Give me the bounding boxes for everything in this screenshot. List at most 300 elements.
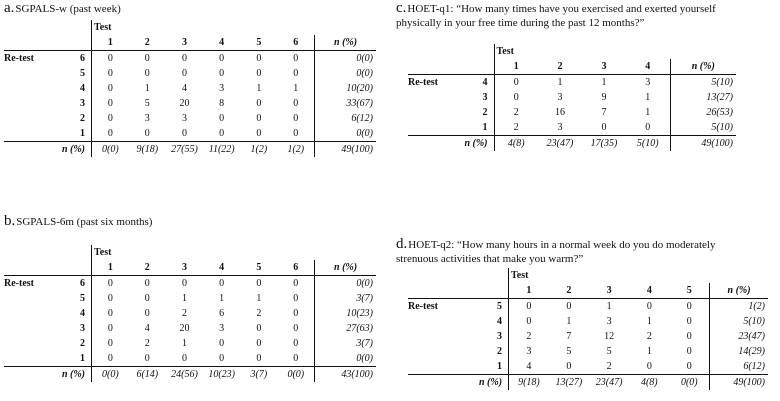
count-cell: 5 xyxy=(566,346,572,357)
count-cell: 0 xyxy=(293,353,299,364)
count-cell: 0 xyxy=(219,353,225,364)
count-cell: 0 xyxy=(107,68,113,79)
count-cell: 0 xyxy=(256,338,262,349)
panel-title: HOET-q2: “How many hours in a normal week do you do moderately xyxy=(408,239,716,251)
count-cell: 0 xyxy=(107,83,113,94)
row-total: 0(0) xyxy=(315,126,376,142)
test-score-header: 3 xyxy=(589,283,629,299)
retest-score: 1 xyxy=(72,351,92,367)
count-cell: 0 xyxy=(601,122,607,133)
row-total: 5(10) xyxy=(670,75,736,91)
count-cell: 0 xyxy=(144,128,150,139)
corner-cell xyxy=(490,283,508,299)
retest-score: 5 xyxy=(490,299,508,315)
blank-cell xyxy=(4,321,72,336)
count-cell: 20 xyxy=(179,98,190,109)
test-score-header: 2 xyxy=(549,283,589,299)
row-total-header: n (%) xyxy=(315,260,376,276)
corner-cell xyxy=(4,260,72,276)
test-score-header: 5 xyxy=(669,283,709,299)
retest-score: 6 xyxy=(72,51,92,67)
count-cell: 0 xyxy=(181,278,187,289)
count-cell: 4 xyxy=(144,323,150,334)
corner-cell xyxy=(408,44,476,59)
count-cell: 0 xyxy=(646,301,652,312)
corner-cell xyxy=(4,245,72,260)
test-score-header: 6 xyxy=(277,260,314,276)
count-cell: 0 xyxy=(566,361,572,372)
count-cell: 12 xyxy=(604,331,615,342)
row-total: 10(20) xyxy=(315,81,376,96)
count-cell: 0 xyxy=(107,338,113,349)
count-cell: 0 xyxy=(144,278,150,289)
retest-label: Re-test xyxy=(4,53,34,64)
count-cell: 1 xyxy=(181,293,187,304)
blank-cell xyxy=(315,245,376,260)
panel-title: SGPALS-6m (past six months) xyxy=(16,216,153,228)
test-header: Test xyxy=(94,247,112,258)
table-row xyxy=(4,66,376,81)
count-cell: 0 xyxy=(526,301,532,312)
panel-a-caption xyxy=(4,1,121,16)
blank-cell xyxy=(408,105,476,120)
table-row xyxy=(4,111,376,126)
test-score-header: 1 xyxy=(92,35,129,51)
count-cell: 7 xyxy=(566,331,572,342)
retest-score: 4 xyxy=(490,314,508,329)
row-total-header: n (%) xyxy=(670,59,736,75)
test-header: Test xyxy=(94,22,112,33)
count-cell: 0 xyxy=(219,53,225,64)
blank-cell xyxy=(549,268,589,283)
count-cell: 0 xyxy=(219,278,225,289)
row-total-header: n (%) xyxy=(315,35,376,51)
panel-b-caption xyxy=(4,214,152,229)
table-row xyxy=(408,105,736,120)
count-cell: 0 xyxy=(256,68,262,79)
count-cell: 1 xyxy=(606,301,612,312)
grand-total: 43(100) xyxy=(315,367,376,383)
row-total: 6(12) xyxy=(315,111,376,126)
count-cell: 0 xyxy=(686,301,692,312)
count-cell: 0 xyxy=(513,77,519,88)
count-cell: 1 xyxy=(293,83,299,94)
retest-label: Re-test xyxy=(408,301,438,312)
count-cell: 1 xyxy=(566,316,572,327)
count-cell: 1 xyxy=(557,77,563,88)
contingency-table-c xyxy=(408,44,736,151)
row-total: 14(29) xyxy=(710,344,768,359)
blank-cell xyxy=(626,44,670,59)
row-total: 33(67) xyxy=(315,96,376,111)
count-cell: 0 xyxy=(293,128,299,139)
count-cell: 3 xyxy=(557,92,563,103)
test-header: Test xyxy=(511,270,529,281)
test-header: Test xyxy=(496,46,514,57)
table-row xyxy=(408,90,736,105)
count-cell: 0 xyxy=(293,323,299,334)
test-score-header: 3 xyxy=(166,35,203,51)
count-cell: 3 xyxy=(526,346,532,357)
count-cell: 1 xyxy=(256,293,262,304)
row-total: 5(10) xyxy=(710,314,768,329)
column-total: 23(47) xyxy=(538,136,582,152)
count-cell: 0 xyxy=(513,92,519,103)
column-total: 9(18) xyxy=(509,375,549,391)
count-cell: 0 xyxy=(646,361,652,372)
row-total: 26(53) xyxy=(670,105,736,120)
retest-score: 3 xyxy=(476,90,494,105)
retest-score: 2 xyxy=(72,336,92,351)
panel-letter: d. xyxy=(396,236,408,252)
grand-total: 49(100) xyxy=(315,142,376,158)
count-cell: 0 xyxy=(293,293,299,304)
retest-score: 1 xyxy=(476,120,494,136)
count-cell: 0 xyxy=(293,278,299,289)
count-cell: 2 xyxy=(606,361,612,372)
count-cell: 0 xyxy=(256,353,262,364)
table-row xyxy=(4,276,376,292)
count-cell: 3 xyxy=(219,83,225,94)
blank-cell xyxy=(4,351,72,367)
count-cell: 0 xyxy=(181,353,187,364)
table-row xyxy=(4,51,376,67)
count-cell: 0 xyxy=(144,53,150,64)
column-total: 6(14) xyxy=(129,367,166,383)
column-total: 17(35) xyxy=(582,136,626,152)
count-cell: 0 xyxy=(181,53,187,64)
row-total-header: n (%) xyxy=(710,283,768,299)
count-cell: 0 xyxy=(686,361,692,372)
test-score-header: 2 xyxy=(129,260,166,276)
count-cell: 3 xyxy=(144,113,150,124)
test-score-header: 1 xyxy=(92,260,129,276)
grand-total: 49(100) xyxy=(670,136,736,152)
column-total: 5(10) xyxy=(626,136,670,152)
test-score-header: 2 xyxy=(129,35,166,51)
column-total: 13(27) xyxy=(549,375,589,391)
blank-cell xyxy=(277,20,314,35)
retest-score: 1 xyxy=(490,359,508,375)
corner-cell xyxy=(408,59,476,75)
row-total: 0(0) xyxy=(315,51,376,67)
column-total: 0(0) xyxy=(277,367,314,383)
count-cell: 0 xyxy=(144,293,150,304)
row-total: 0(0) xyxy=(315,66,376,81)
panel-c-caption xyxy=(396,1,716,30)
row-total: 1(2) xyxy=(710,299,768,315)
test-score-header: 1 xyxy=(494,59,538,75)
count-cell: 2 xyxy=(513,122,519,133)
table-row xyxy=(4,351,376,367)
blank-cell xyxy=(408,344,490,359)
corner-cell xyxy=(476,59,494,75)
count-cell: 3 xyxy=(606,316,612,327)
count-cell: 9 xyxy=(601,92,607,103)
retest-label: Re-test xyxy=(408,77,438,88)
count-cell: 1 xyxy=(256,83,262,94)
panel-letter: b. xyxy=(4,213,16,229)
corner-cell xyxy=(4,20,72,35)
contingency-table-b xyxy=(4,245,376,382)
table-row xyxy=(4,306,376,321)
count-cell: 0 xyxy=(293,98,299,109)
row-total: 13(27) xyxy=(670,90,736,105)
count-cell: 1 xyxy=(646,316,652,327)
test-score-header: 2 xyxy=(538,59,582,75)
panel-d-caption xyxy=(396,237,715,266)
count-cell: 0 xyxy=(256,323,262,334)
column-total: 27(55) xyxy=(166,142,203,158)
blank-cell xyxy=(669,268,709,283)
column-total: 1(2) xyxy=(277,142,314,158)
count-cell: 0 xyxy=(686,346,692,357)
column-total: 24(56) xyxy=(166,367,203,383)
column-total-label: n (%) xyxy=(408,375,509,391)
retest-score: 2 xyxy=(490,344,508,359)
retest-score: 3 xyxy=(72,96,92,111)
column-total: 3(7) xyxy=(240,367,277,383)
count-cell: 0 xyxy=(107,53,113,64)
row-total: 23(47) xyxy=(710,329,768,344)
row-total: 3(7) xyxy=(315,291,376,306)
count-cell: 1 xyxy=(645,107,651,118)
count-cell: 16 xyxy=(555,107,565,118)
count-cell: 0 xyxy=(526,316,532,327)
table-row xyxy=(4,126,376,142)
count-cell: 5 xyxy=(606,346,612,357)
count-cell: 2 xyxy=(513,107,519,118)
count-cell: 7 xyxy=(601,107,607,118)
count-cell: 0 xyxy=(256,53,262,64)
test-score-header: 1 xyxy=(509,283,549,299)
count-cell: 1 xyxy=(181,338,187,349)
blank-cell xyxy=(408,359,490,375)
count-cell: 0 xyxy=(256,113,262,124)
panel-title: HOET-q1: “How many times have you exercised and exerted yourself xyxy=(407,3,716,15)
corner-cell xyxy=(72,260,92,276)
table-row xyxy=(4,96,376,111)
count-cell: 0 xyxy=(256,278,262,289)
corner-cell xyxy=(408,268,490,283)
corner-cell xyxy=(72,20,92,35)
count-cell: 4 xyxy=(181,83,187,94)
count-cell: 2 xyxy=(181,308,187,319)
table-row xyxy=(4,336,376,351)
row-total: 10(23) xyxy=(315,306,376,321)
retest-score: 4 xyxy=(476,75,494,91)
test-score-header: 5 xyxy=(240,35,277,51)
panel-letter: a. xyxy=(4,0,15,16)
blank-cell xyxy=(4,306,72,321)
table-row xyxy=(408,314,768,329)
count-cell: 0 xyxy=(219,338,225,349)
count-cell: 5 xyxy=(144,98,150,109)
count-cell: 2 xyxy=(646,331,652,342)
count-cell: 0 xyxy=(107,128,113,139)
retest-score: 2 xyxy=(72,111,92,126)
test-score-header: 4 xyxy=(203,260,240,276)
column-total: 0(0) xyxy=(92,142,129,158)
corner-cell xyxy=(476,44,494,59)
table-row xyxy=(408,299,768,315)
blank-cell xyxy=(4,126,72,142)
blank-cell xyxy=(129,20,166,35)
count-cell: 0 xyxy=(144,308,150,319)
grand-total: 49(100) xyxy=(710,375,768,391)
count-cell: 0 xyxy=(293,338,299,349)
retest-label: Re-test xyxy=(4,278,34,289)
column-total: 0(0) xyxy=(669,375,709,391)
count-cell: 0 xyxy=(107,293,113,304)
count-cell: 3 xyxy=(181,113,187,124)
table-row xyxy=(4,291,376,306)
count-cell: 0 xyxy=(293,53,299,64)
count-cell: 3 xyxy=(219,323,225,334)
test-score-header: 4 xyxy=(626,59,670,75)
contingency-table-d xyxy=(408,268,768,390)
blank-cell xyxy=(4,336,72,351)
count-cell: 2 xyxy=(256,308,262,319)
blank-cell xyxy=(129,245,166,260)
retest-score: 2 xyxy=(476,105,494,120)
test-score-header: 3 xyxy=(582,59,626,75)
retest-score: 5 xyxy=(72,291,92,306)
corner-cell xyxy=(408,283,490,299)
blank-cell xyxy=(408,90,476,105)
count-cell: 2 xyxy=(526,331,532,342)
blank-cell xyxy=(582,44,626,59)
table-row xyxy=(408,75,736,91)
count-cell: 0 xyxy=(219,113,225,124)
count-cell: 0 xyxy=(686,331,692,342)
count-cell: 0 xyxy=(107,323,113,334)
blank-cell xyxy=(710,268,768,283)
blank-cell xyxy=(4,81,72,96)
count-cell: 0 xyxy=(293,68,299,79)
row-total: 0(0) xyxy=(315,351,376,367)
count-cell: 0 xyxy=(181,128,187,139)
count-cell: 1 xyxy=(219,293,225,304)
count-cell: 1 xyxy=(144,83,150,94)
count-cell: 8 xyxy=(219,98,225,109)
panel-title-line2: strenuous activities that make you warm?” xyxy=(396,253,584,265)
blank-cell xyxy=(203,245,240,260)
table-row xyxy=(408,359,768,375)
count-cell: 0 xyxy=(181,68,187,79)
contingency-table-a xyxy=(4,20,376,157)
row-total: 5(10) xyxy=(670,120,736,136)
count-cell: 0 xyxy=(256,128,262,139)
row-total: 6(12) xyxy=(710,359,768,375)
blank-cell xyxy=(203,20,240,35)
blank-cell xyxy=(408,120,476,136)
table-row xyxy=(408,344,768,359)
column-total: 4(8) xyxy=(629,375,669,391)
count-cell: 0 xyxy=(107,278,113,289)
column-total: 1(2) xyxy=(240,142,277,158)
count-cell: 0 xyxy=(144,353,150,364)
blank-cell xyxy=(240,20,277,35)
count-cell: 1 xyxy=(645,92,651,103)
panel-title-line2: physically in your free time during the past 12 months?” xyxy=(396,17,645,29)
blank-cell xyxy=(4,66,72,81)
corner-cell xyxy=(490,268,508,283)
count-cell: 0 xyxy=(219,128,225,139)
count-cell: 0 xyxy=(107,98,113,109)
test-score-header: 5 xyxy=(240,260,277,276)
blank-cell xyxy=(4,96,72,111)
count-cell: 0 xyxy=(107,308,113,319)
corner-cell xyxy=(72,35,92,51)
retest-score: 5 xyxy=(72,66,92,81)
table-row xyxy=(4,81,376,96)
column-total-label: n (%) xyxy=(408,136,494,152)
blank-cell xyxy=(240,245,277,260)
count-cell: 0 xyxy=(686,316,692,327)
blank-cell xyxy=(408,314,490,329)
blank-cell xyxy=(629,268,669,283)
column-total: 23(47) xyxy=(589,375,629,391)
blank-cell xyxy=(589,268,629,283)
retest-score: 3 xyxy=(72,321,92,336)
column-total: 0(0) xyxy=(92,367,129,383)
corner-cell xyxy=(4,35,72,51)
blank-cell xyxy=(538,44,582,59)
count-cell: 0 xyxy=(645,122,651,133)
count-cell: 0 xyxy=(566,301,572,312)
blank-cell xyxy=(408,329,490,344)
column-total-label: n (%) xyxy=(4,367,92,383)
test-score-header: 4 xyxy=(203,35,240,51)
table-row xyxy=(408,120,736,136)
retest-score: 4 xyxy=(72,306,92,321)
row-total: 0(0) xyxy=(315,276,376,292)
blank-cell xyxy=(166,20,203,35)
count-cell: 1 xyxy=(601,77,607,88)
count-cell: 20 xyxy=(179,323,190,334)
blank-cell xyxy=(4,111,72,126)
test-score-header: 3 xyxy=(166,260,203,276)
count-cell: 0 xyxy=(144,68,150,79)
count-cell: 0 xyxy=(107,113,113,124)
retest-score: 4 xyxy=(72,81,92,96)
panel-title: SGPALS-w (past week) xyxy=(15,3,121,15)
retest-score: 1 xyxy=(72,126,92,142)
count-cell: 3 xyxy=(557,122,563,133)
row-total: 27(63) xyxy=(315,321,376,336)
row-total: 3(7) xyxy=(315,336,376,351)
corner-cell xyxy=(72,245,92,260)
test-score-header: 6 xyxy=(277,35,314,51)
column-total: 11(22) xyxy=(203,142,240,158)
count-cell: 1 xyxy=(646,346,652,357)
column-total: 10(23) xyxy=(203,367,240,383)
blank-cell xyxy=(670,44,736,59)
count-cell: 0 xyxy=(107,353,113,364)
count-cell: 0 xyxy=(293,308,299,319)
test-score-header: 4 xyxy=(629,283,669,299)
retest-score: 3 xyxy=(490,329,508,344)
count-cell: 0 xyxy=(219,68,225,79)
count-cell: 6 xyxy=(219,308,225,319)
retest-score: 6 xyxy=(72,276,92,292)
count-cell: 0 xyxy=(256,98,262,109)
column-total: 9(18) xyxy=(129,142,166,158)
table-row xyxy=(408,329,768,344)
count-cell: 2 xyxy=(144,338,150,349)
panel-letter: c. xyxy=(396,0,407,16)
